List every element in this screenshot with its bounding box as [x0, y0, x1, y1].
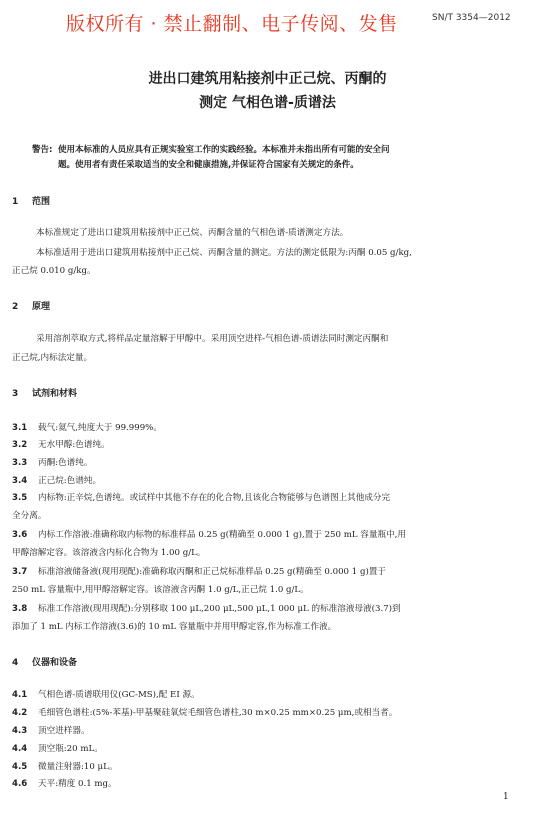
section-number: 3: [12, 389, 19, 399]
item-text: 无水甲醇:色谱纯。: [38, 440, 110, 450]
item-text: 内标物:正辛烷,色谱纯。或试样中其他不存在的化合物,且该化合物能够与色谱图上其他成分完: [38, 493, 391, 503]
item-number: 3.4: [12, 476, 28, 486]
item-text: 标准工作溶液(现用现配):分别移取 100 μL,200 μL,500 μL,1 000 μL 的标准溶液母液(3.7)到: [38, 604, 401, 614]
item-number: 3.2: [12, 440, 28, 450]
item-text: 丙酮:色谱纯。: [38, 458, 93, 468]
list-item-3-3: [12, 456, 92, 468]
item-number: 4.1: [12, 690, 28, 700]
list-item-3-2: [12, 438, 110, 450]
document-title-line2: 测定 气相色谱-质谱法: [199, 95, 336, 111]
item-number: 4.2: [12, 708, 28, 718]
warning-text-line2: 题。使用者有责任采取适当的安全和健康措施,并保证符合国家有关规定的条件。: [58, 160, 359, 170]
item-number: 3.8: [12, 604, 28, 614]
list-item-4-4: [12, 742, 103, 754]
standard-number: SN/T 3354—2012: [432, 13, 511, 23]
item-text: 内标工作溶液:准确称取内标物的标准样品 0.25 g(精确至 0.000 1 g),置于 250 mL 容量瓶中,用: [38, 530, 407, 540]
item-number: 4.5: [12, 762, 28, 772]
list-item-4-3: [12, 724, 90, 736]
item-text: 顶空瓶:20 mL。: [38, 744, 103, 754]
item-text: 标准溶液储备液(现用现配):准确称取丙酮和正己烷标准样品 0.25 g(精确至 0.000 1 g)置于: [38, 567, 386, 577]
list-item-3-1: [12, 421, 162, 433]
page-number: 1: [503, 792, 509, 802]
paragraph-line: 本标准规定了进出口建筑用粘接剂中正己烷、丙酮含量的气相色谱-质谱测定方法。: [36, 228, 349, 238]
section-heading-apparatus: [12, 655, 77, 668]
paragraph-line: 本标准适用于进出口建筑用粘接剂中正己烷、丙酮含量的测定。方法的测定低限为:丙酮 0.05 g/kg,: [36, 248, 412, 258]
list-item-3-5: [12, 491, 390, 503]
list-item-3-6: [12, 528, 406, 540]
item-number: 4.3: [12, 726, 28, 736]
item-number: 3.6: [12, 530, 28, 540]
item-text: 毛细管色谱柱:(5%-苯基)-甲基聚硅氧烷毛细管色谱柱,30 m×0.25 mm×0.25 μm,或相当者。: [38, 708, 398, 718]
list-item-3-4: [12, 474, 101, 486]
section-number: 1: [12, 197, 19, 207]
section-title: 范围: [32, 197, 51, 207]
item-text: 载气:氦气,纯度大于 99.999%。: [38, 423, 162, 433]
warning-text-line1: 使用本标准的人员应具有正规实验室工作的实践经验。本标准并未指出所有可能的安全问: [58, 145, 390, 155]
paragraph-line: 正己烷 0.010 g/kg。: [12, 266, 96, 276]
item-number: 3.5: [12, 493, 28, 503]
paragraph-line: 采用溶剂萃取方式,将样品定量溶解于甲醇中。采用顶空进样-气相色谱-质谱法同时测定丙酮和: [36, 334, 389, 344]
paragraph-line: 正己烷,内标法定量。: [12, 353, 93, 363]
item-number: 3.1: [12, 423, 28, 433]
section-number: 4: [12, 658, 19, 668]
list-item-4-1: [12, 688, 200, 700]
item-number: 3.7: [12, 567, 28, 577]
copyright-watermark: 版权所有 · 禁止翻制、电子传阅、发售: [66, 13, 398, 35]
item-continuation: 250 mL 容量瓶中,用甲醇溶解定容。该溶液含丙酮 1.0 g/L,正己烷 1.0 g/L。: [12, 585, 309, 595]
item-text: 正己烷:色谱纯。: [38, 476, 102, 486]
list-item-3-7: [12, 565, 386, 577]
item-text: 气相色谱-质谱联用仪(GC-MS),配 EI 源。: [38, 690, 200, 700]
list-item-4-6: [12, 777, 117, 789]
section-heading-scope: [12, 194, 50, 207]
item-number: 4.6: [12, 779, 28, 789]
section-title: 原理: [32, 302, 51, 312]
section-title: 试剂和材料: [32, 389, 78, 399]
section-number: 2: [12, 302, 19, 312]
item-text: 微量注射器:10 μL。: [38, 762, 118, 772]
item-number: 3.3: [12, 458, 28, 468]
list-item-4-5: [12, 760, 117, 772]
item-continuation: 添加了 1 mL 内标工作溶液(3.6)的 10 mL 容量瓶中并用甲醇定容,作为标准工作液。: [12, 622, 337, 632]
document-title-line1: 进出口建筑用粘接剂中正己烷、丙酮的: [148, 71, 387, 87]
list-item-3-8: [12, 602, 401, 614]
section-heading-reagents: [12, 386, 77, 399]
item-text: 顶空进样器。: [38, 726, 90, 736]
section-heading-principle: [12, 299, 50, 312]
item-number: 4.4: [12, 744, 28, 754]
warning-label: 警告:: [32, 145, 53, 155]
item-continuation: 全分离。: [12, 511, 47, 521]
section-title: 仪器和设备: [32, 658, 78, 668]
list-item-4-2: [12, 706, 397, 718]
item-continuation: 甲醇溶解定容。该溶液含内标化合物为 1.00 g/L。: [12, 548, 206, 558]
item-text: 天平:精度 0.1 mg。: [38, 779, 117, 789]
